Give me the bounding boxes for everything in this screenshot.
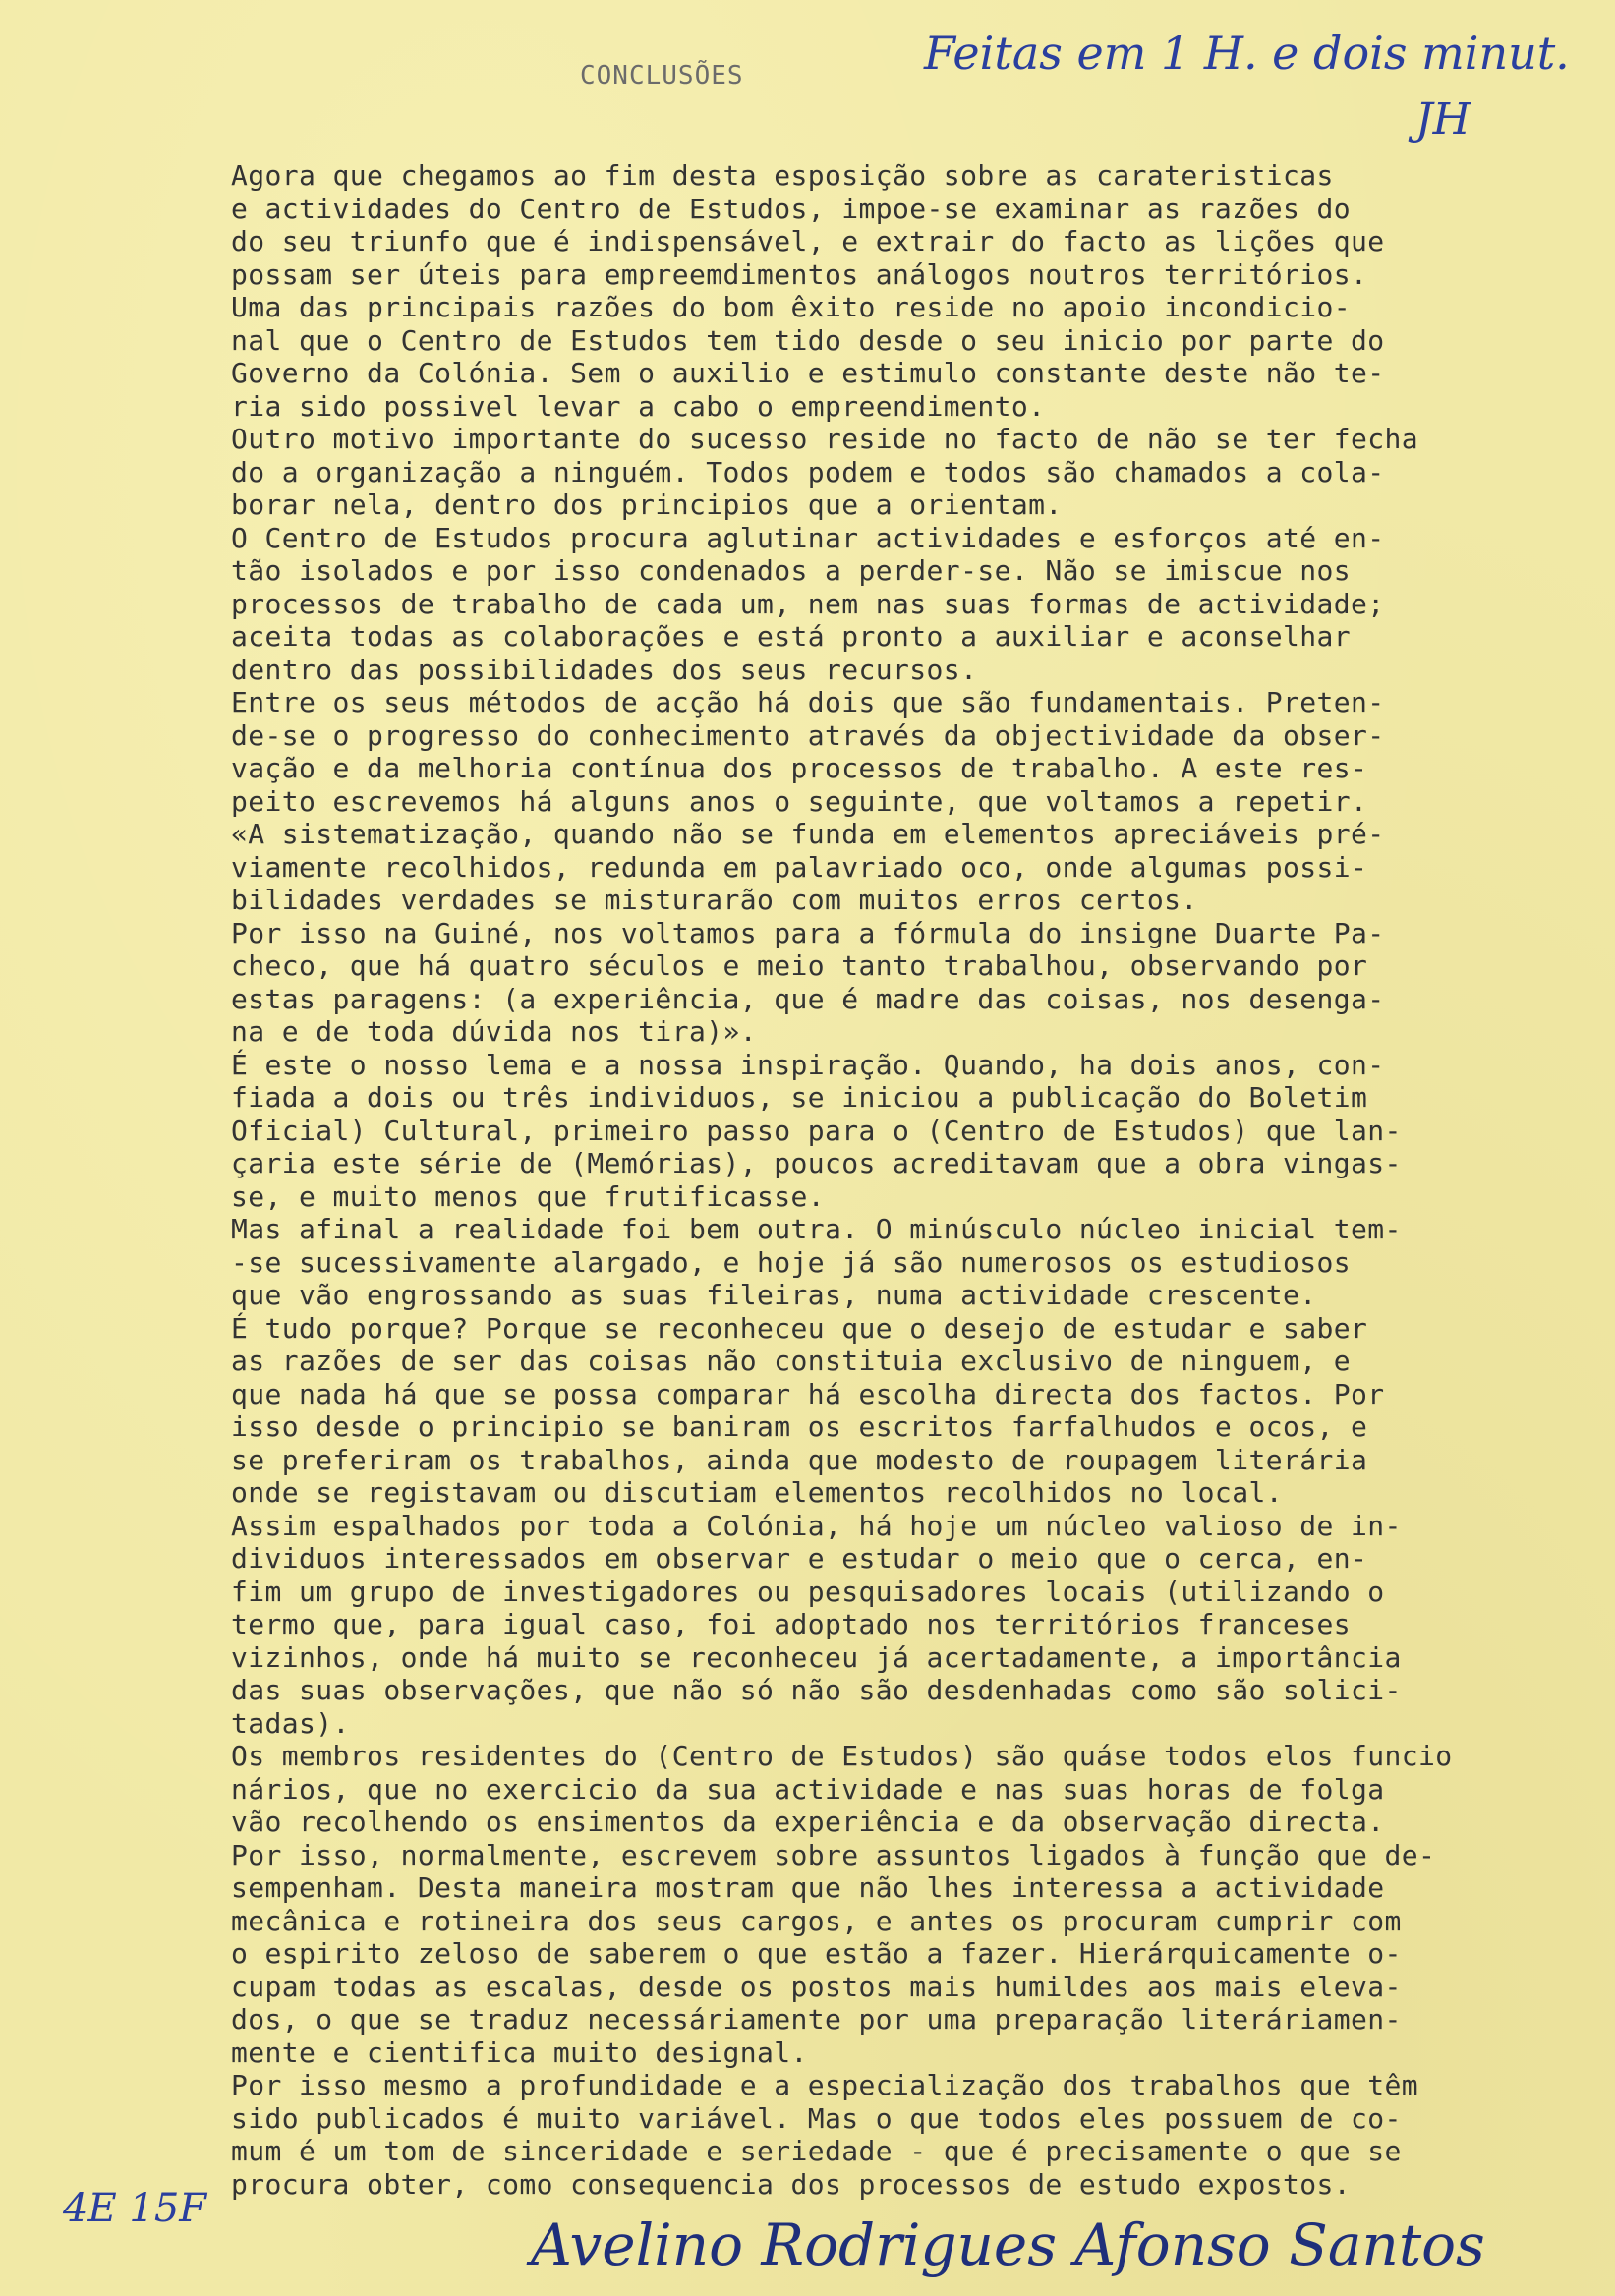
body-line: e actividades do Centro de Estudos, impoe-se examinar as razões do — [231, 192, 1351, 225]
body-line: çaria este série de (Memórias), poucos acreditavam que a obra vingas- — [231, 1147, 1402, 1179]
handwritten-timing-note — [914, 8, 1602, 145]
body-line: vação e da melhoria contínua dos processos de trabalho. A este res- — [231, 752, 1368, 784]
body-line: tadas). — [231, 1706, 350, 1740]
body-line: possam ser úteis para empreemdimentos análogos noutros territórios. — [231, 258, 1368, 291]
body-line: nários, que no exercicio da sua actividade e nas suas horas de folga — [231, 1772, 1385, 1806]
body-line: nal que o Centro de Estudos tem tido desde o seu inicio por parte do — [231, 323, 1385, 357]
body-line: Assim espalhados por toda a Colónia, há hoje um núcleo valioso de in- — [231, 1509, 1402, 1542]
body-line: ria sido possivel levar a cabo o empreendimento. — [231, 389, 1046, 423]
body-line: -se sucessivamente alargado, e hoje já são numerosos os estudiosos — [231, 1245, 1351, 1279]
body-line: O Centro de Estudos procura aglutinar actividades e esforços até en- — [231, 521, 1385, 554]
document-body — [231, 159, 1597, 2201]
body-line: que nada há que se possa comparar há escolha directa dos factos. Por — [231, 1377, 1385, 1410]
body-line: aceita todas as colaborações e está pronto a auxiliar e aconselhar — [231, 620, 1351, 653]
body-line: isso desde o principio se baniram os escritos farfalhudos e ocos, e — [231, 1410, 1368, 1443]
body-line: bilidades verdades se misturarão com muitos erros certos. — [231, 884, 1198, 916]
body-line: Uma das principais razões do bom êxito reside no apoio incondicio- — [231, 291, 1351, 323]
body-line: na e de toda dúvida nos tira)». — [231, 1015, 757, 1048]
body-line: É tudo porque? Porque se reconheceu que o desejo de estudar e saber — [231, 1311, 1368, 1345]
body-line: do a organização a ninguém. Todos podem e todos são chamados a cola- — [231, 455, 1385, 488]
body-line: dos, o que se traduz necessáriamente por uma preparação literáriamen- — [231, 2003, 1402, 2036]
margin-annotation — [59, 2123, 207, 2231]
signatures — [531, 2202, 1514, 2290]
body-line: Entre os seus métodos de acção há dois que são fundamentais. Preten- — [231, 686, 1385, 718]
margin-note-text: 4E 15F — [63, 2186, 207, 2231]
body-line: do seu triunfo que é indispensável, e extrair do facto as lições que — [231, 225, 1385, 258]
handwritten-note-drawing — [914, 8, 1602, 145]
body-line: sempenham. Desta maneira mostram que não lhes interessa a actividade — [231, 1871, 1385, 1904]
body-line: checo, que há quatro séculos e meio tanto trabalhou, observando por — [231, 949, 1368, 982]
body-line: vizinhos, onde há muito se reconheceu já acertadamente, a importância — [231, 1640, 1402, 1674]
body-line: «A sistematização, quando não se funda em elementos apreciáveis pré- — [231, 818, 1385, 850]
body-line: termo que, para igual caso, foi adoptado nos territórios franceses — [231, 1608, 1351, 1640]
body-line: das suas observações, que não só não são desdenhadas como são solici- — [231, 1674, 1402, 1706]
body-line: Por isso, normalmente, escrevem sobre assuntos ligados à função que de- — [231, 1838, 1436, 1871]
signatures-drawing — [531, 2202, 1514, 2290]
body-line: se preferiram os trabalhos, ainda que modesto de roupagem literária — [231, 1443, 1368, 1476]
body-line: procura obter, como consequencia dos processos de estudo expostos. — [231, 2167, 1351, 2201]
body-line: se, e muito menos que frutificasse. — [231, 1179, 826, 1213]
handwritten-note-text: Feitas em 1 H. e dois minut. — [924, 27, 1570, 80]
signature-text: Avelino Rodrigues Afonso Santos — [531, 2211, 1485, 2278]
body-line: mente e cientifica muito designal. — [231, 2036, 808, 2069]
body-line: sido publicados é muito variável. Mas o que todos eles possuem de co- — [231, 2101, 1402, 2135]
body-line: Oficial) Cultural, primeiro passo para o (Centro de Estudos) que lan- — [231, 1114, 1402, 1147]
body-line: peito escrevemos há alguns anos o seguinte, que voltamos a repetir. — [231, 784, 1368, 818]
page-title: CONCLUSÕES — [580, 61, 744, 90]
body-line: Agora que chegamos ao fim desta esposição sobre as carateristicas — [231, 159, 1334, 192]
body-line: dentro das possibilidades dos seus recursos. — [231, 653, 978, 686]
body-line: Por isso na Guiné, nos voltamos para a fórmula do insigne Duarte Pa- — [231, 916, 1385, 949]
body-line: mecânica e rotineira dos seus cargos, e antes os procuram cumprir com — [231, 1904, 1402, 1937]
body-line: fiada a dois ou três individuos, se iniciou a publicação do Boletim — [231, 1081, 1368, 1114]
body-line: Mas afinal a realidade foi bem outra. O minúsculo núcleo inicial tem- — [231, 1213, 1402, 1245]
handwritten-initials: JH — [1415, 94, 1471, 144]
body-line: viamente recolhidos, redunda em palavriado oco, onde algumas possi- — [231, 850, 1368, 884]
body-line: dividuos interessados em observar e estudar o meio que o cerca, en- — [231, 1542, 1368, 1575]
body-line: o espirito zeloso de saberem o que estão a fazer. Hierárquicamente o- — [231, 1937, 1402, 1970]
body-line: Governo da Colónia. Sem o auxilio e estimulo constante deste não te- — [231, 357, 1385, 389]
body-line: Por isso mesmo a profundidade e a especialização dos trabalhos que têm — [231, 2069, 1419, 2101]
body-line: onde se registavam ou discutiam elementos recolhidos no local. — [231, 1476, 1283, 1509]
body-line: mum é um tom de sinceridade e seriedade - que é precisamente o que se — [231, 2135, 1402, 2167]
body-line: que vão engrossando as suas fileiras, numa actividade crescente. — [231, 1279, 1317, 1311]
body-line: borar nela, dentro dos principios que a orientam. — [231, 488, 1063, 521]
body-line: estas paragens: (a experiência, que é madre das coisas, nos desenga- — [231, 982, 1385, 1015]
body-line: cupam todas as escalas, desde os postos mais humildes aos mais eleva- — [231, 1970, 1402, 2003]
body-line: Outro motivo importante do sucesso reside no facto de não se ter fecha — [231, 423, 1419, 455]
body-line: as razões de ser das coisas não constituia exclusivo de ninguem, e — [231, 1345, 1351, 1377]
body-line: fim um grupo de investigadores ou pesquisadores locais (utilizando o — [231, 1575, 1385, 1608]
body-line: processos de trabalho de cada um, nem nas suas formas de actividade; — [231, 587, 1385, 620]
body-line: vão recolhendo os ensimentos da experiência e da observação directa. — [231, 1806, 1385, 1838]
body-line: de-se o progresso do conhecimento através da objectividade da obser- — [231, 718, 1385, 752]
body-line: tão isolados e por isso condenados a perder-se. Não se imiscue nos — [231, 554, 1351, 587]
body-line: É este o nosso lema e a nossa inspiração. Quando, ha dois anos, con- — [231, 1048, 1385, 1081]
body-line: Os membros residentes do (Centro de Estudos) são quáse todos elos funcio — [231, 1740, 1453, 1772]
